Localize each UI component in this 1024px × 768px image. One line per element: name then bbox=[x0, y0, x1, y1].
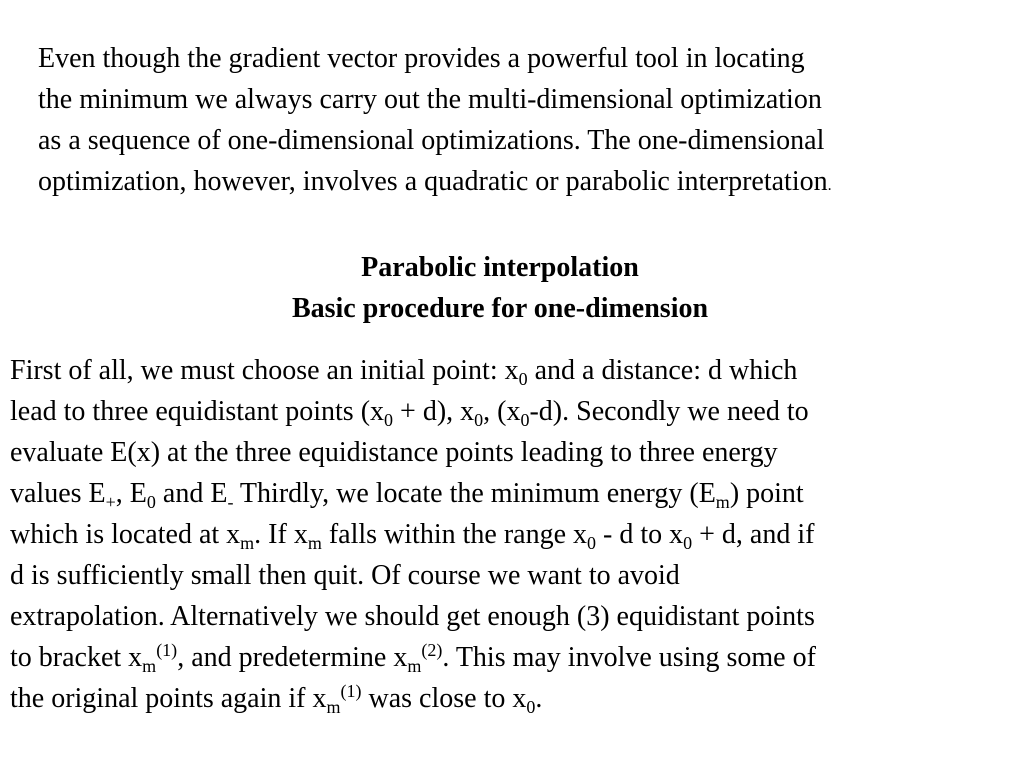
subscript: m bbox=[142, 656, 157, 676]
intro-line: the minimum we always carry out the multi-dimensional optimization bbox=[38, 84, 822, 115]
body-line: evaluate E(x) at the three equidistance points leading to three energy bbox=[10, 437, 778, 468]
body-line: d is sufficiently small then quit. Of course we want to avoid bbox=[10, 560, 680, 591]
intro-line-text: optimization, however, involves a quadratic or parabolic interpretation bbox=[38, 166, 828, 197]
body-line bbox=[10, 678, 1020, 719]
text-run: -d). Secondly we need to bbox=[529, 396, 809, 427]
subscript: m bbox=[307, 533, 322, 553]
section-subtitle: Basic procedure for one-dimension bbox=[291, 293, 709, 324]
intro-line bbox=[38, 161, 1018, 206]
text-run: , E bbox=[115, 478, 147, 509]
subscript: 0 bbox=[146, 492, 156, 512]
intro-line: as a sequence of one-dimensional optimizations. The one-dimensional bbox=[38, 125, 825, 156]
text-run: to bracket x bbox=[10, 642, 143, 673]
superscript: (1) bbox=[340, 681, 362, 701]
text-run: Thirdly, we locate the minimum energy (E bbox=[233, 478, 716, 509]
text-run: ) point bbox=[729, 478, 804, 509]
superscript: (2) bbox=[421, 640, 443, 660]
body-line: extrapolation. Alternatively we should get enough (3) equidistant points bbox=[10, 601, 815, 632]
text-run: was close to x bbox=[361, 683, 527, 714]
subscript: 0 bbox=[520, 410, 530, 430]
body-line bbox=[10, 350, 1020, 391]
subscript: 0 bbox=[526, 697, 536, 717]
text-run: First of all, we must choose an initial point: x bbox=[10, 355, 519, 386]
subscript: m bbox=[715, 492, 730, 512]
text-run: falls within the range x bbox=[321, 519, 587, 550]
text-run: - d to x bbox=[596, 519, 684, 550]
section-title: Parabolic interpolation bbox=[361, 252, 639, 283]
text-run: + d), x bbox=[393, 396, 475, 427]
text-run: and a distance: d which bbox=[527, 355, 798, 386]
text-run: . bbox=[535, 683, 543, 714]
body-line bbox=[10, 391, 1020, 432]
body-line bbox=[10, 637, 1020, 678]
procedure-paragraph bbox=[10, 350, 1020, 719]
text-run: which is located at x bbox=[10, 519, 241, 550]
superscript: (1) bbox=[156, 640, 178, 660]
text-run: . If x bbox=[254, 519, 308, 550]
subscript: + bbox=[105, 492, 116, 512]
text-run: and E bbox=[155, 478, 228, 509]
body-line bbox=[10, 473, 1020, 514]
intro-paragraph bbox=[38, 38, 1018, 206]
text-run: + d, and if bbox=[692, 519, 815, 550]
subscript: 0 bbox=[683, 533, 693, 553]
subscript: m bbox=[240, 533, 255, 553]
subscript: - bbox=[227, 492, 234, 512]
subscript: 0 bbox=[384, 410, 394, 430]
subscript: 0 bbox=[518, 369, 528, 389]
subscript: m bbox=[326, 697, 341, 717]
subscript: 0 bbox=[587, 533, 596, 553]
text-run: . This may involve using some of bbox=[442, 642, 816, 673]
body-line bbox=[10, 514, 1020, 555]
intro-trailing-period: . bbox=[827, 177, 832, 194]
text-run: the original points again if x bbox=[10, 683, 327, 714]
intro-line: Even though the gradient vector provides a powerful tool in locating bbox=[38, 43, 805, 74]
text-run: lead to three equidistant points (x bbox=[10, 396, 385, 427]
text-run: , (x bbox=[483, 396, 521, 427]
text-run: , and predetermine x bbox=[177, 642, 408, 673]
section-headings bbox=[0, 247, 1000, 329]
subscript: 0 bbox=[474, 410, 484, 430]
subscript: m bbox=[407, 656, 422, 676]
text-run: values E bbox=[10, 478, 106, 509]
